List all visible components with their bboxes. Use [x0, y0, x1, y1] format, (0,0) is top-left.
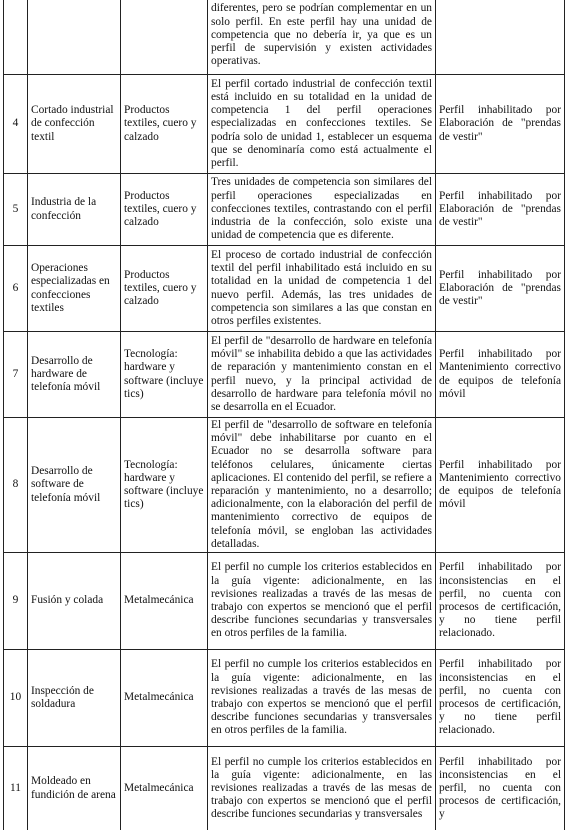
status-text: Perfil inhabilitado por Elaboración de "prendas de vestir"	[439, 104, 561, 143]
status-text: Perfil inhabilitado por Mantenimiento correctivo de equipos de telefonía móvil	[439, 348, 561, 400]
status-text: Perfil inhabilitado por Elaboración de "prendas de vestir"	[439, 268, 561, 308]
status-text: Perfil inhabilitado por inconsistencias en el perfil, no cuenta con procesos de certificación, y no tiene perfil relacionado.	[439, 561, 561, 640]
justification-text: El perfil cortado industrial de confección textil está incluido en su totalidad en la unidad de competencia 1 del perfil operaciones especializadas en confecciones textiles. Se podría solo de unidad 1, establecer un esquema que se denominaría como está actualmente el perfil.	[211, 77, 432, 169]
profile-status	[436, 747, 565, 830]
justification-text: El proceso de cortado industrial de confección textil del perfil inhabilitado está incluido en su totalidad en la unidad de competencia 1 del nuevo perfil. Además, las tres unidades de competencia son similares a las que constan en otros perfiles existentes.	[211, 248, 432, 327]
row-number: 9	[4, 553, 28, 650]
profile-justification	[208, 332, 436, 418]
row-number: 5	[4, 174, 28, 246]
profile-name: Cortado industrial de confección textil	[28, 75, 121, 174]
profile-status	[436, 0, 565, 75]
table-row	[4, 246, 565, 332]
profile-justification	[208, 418, 436, 553]
table-row	[4, 75, 565, 174]
profile-justification	[208, 246, 436, 332]
profile-area: Tecnología: hardware y software (incluye tics)	[121, 332, 208, 418]
profile-status	[436, 418, 565, 553]
profile-name: Industria de la confección	[28, 174, 121, 246]
profile-area: Productos textiles, cuero y calzado	[121, 246, 208, 332]
profile-status	[436, 246, 565, 332]
profile-justification	[208, 174, 436, 246]
status-text: Perfil inhabilitado por Elaboración de "prendas de vestir"	[439, 189, 561, 229]
table-row	[4, 553, 565, 650]
profile-area: Metalmecánica	[121, 553, 208, 650]
justification-text: El perfil no cumple los criterios establecidos en la guía vigente: adicionalmente, en las revisiones realizadas a través de las mesas de trabajo con expertos se mencionó que el perfil describe funciones secundarias y transversales en otros perfiles de la familia.	[211, 658, 432, 737]
profile-status	[436, 174, 565, 246]
profile-justification	[208, 747, 436, 830]
row-number: 4	[4, 75, 28, 174]
profile-justification	[208, 0, 436, 75]
justification-text: El perfil no cumple los criterios establecidos en la guía vigente: adicionalmente, en las revisiones realizadas a través de las mesas de trabajo con expertos se mencionó que el perfil describe funciones secundarias y transversales en otros perfiles de la familia.	[211, 561, 432, 640]
row-number: 8	[4, 418, 28, 553]
profile-area: Tecnología: hardware y software (incluye tics)	[121, 418, 208, 553]
profile-status	[436, 75, 565, 174]
profile-name: Desarrollo de software de telefonía móvil	[28, 418, 121, 553]
row-number: 7	[4, 332, 28, 418]
profile-name: Fusión y colada	[28, 553, 121, 650]
justification-text: Tres unidades de competencia son similares del perfil operaciones especializadas en confecciones textiles, contrastando con el perfil industria de la confección, solo existe una unidad de competencia que es diferente.	[211, 176, 432, 242]
justification-text: El perfil de "desarrollo de hardware en telefonía móvil" se inhabilita debido a que las actividades de reparación y mantenimiento constan en el perfil nuevo, y la principal actividad de desarrollo de hardware para telefonía móvil no se desarrolla en el Ecuador.	[211, 334, 432, 413]
profile-name: Desarrollo de hardware de telefonía móvil	[28, 332, 121, 418]
table-row	[4, 174, 565, 246]
row-number	[4, 0, 28, 75]
profile-area: Metalmecánica	[121, 650, 208, 747]
profile-name: Moldeado en fundición de arena	[28, 747, 121, 830]
status-text: Perfil inhabilitado por inconsistencias en el perfil, no cuenta con procesos de certificación, y	[439, 755, 561, 821]
profile-justification	[208, 650, 436, 747]
profile-justification	[208, 553, 436, 650]
profile-area: Productos textiles, cuero y calzado	[121, 174, 208, 246]
row-number: 6	[4, 246, 28, 332]
profile-area: Metalmecánica	[121, 747, 208, 830]
row-number: 10	[4, 650, 28, 747]
status-text: Perfil inhabilitado por inconsistencias en el perfil, no cuenta con procesos de certificación, y no tiene perfil relacionado.	[439, 658, 561, 737]
profiles-table	[3, 0, 565, 830]
status-text: Perfil inhabilitado por Mantenimiento correctivo de equipos de telefonía móvil	[439, 458, 561, 511]
justification-text: El perfil de "desarrollo de software en telefonía móvil" debe inhabilitarse por cuanto en el Ecuador no se desarrolla software para teléfonos celulares, únicamente ciertas aplicaciones. El contenido del perfil, se refiere a reparación y mantenimiento, no a desarrollo; adicionalmente, con la elaboración del perfil de mantenimiento correctivo de equipos de telefonía móvil, se engloban las actividades detalladas.	[211, 419, 432, 550]
table-row	[4, 332, 565, 418]
profile-status	[436, 650, 565, 747]
profile-name: Inspección de soldadura	[28, 650, 121, 747]
profile-status	[436, 332, 565, 418]
profile-justification	[208, 75, 436, 174]
table-row	[4, 418, 565, 553]
row-number: 11	[4, 747, 28, 830]
table-row	[4, 747, 565, 830]
profile-area	[121, 0, 208, 75]
table-row	[4, 0, 565, 75]
profile-status	[436, 553, 565, 650]
profile-name: Operaciones especializadas en confecciones textiles	[28, 246, 121, 332]
profile-name	[28, 0, 121, 75]
profile-area: Productos textiles, cuero y calzado	[121, 75, 208, 174]
justification-text: diferentes, pero se podrían complementar en un solo perfil. En este perfil hay una unidad de competencia que no debería ir, ya que es un perfil de supervisión y existen actividades operativas.	[211, 2, 432, 68]
table-row	[4, 650, 565, 747]
justification-text: El perfil no cumple los criterios establecidos en la guía vigente: adicionalmente, en las revisiones realizadas a través de las mesas de trabajo con expertos se mencionó que el perfil describe funciones secundarias y transversales	[211, 755, 432, 821]
